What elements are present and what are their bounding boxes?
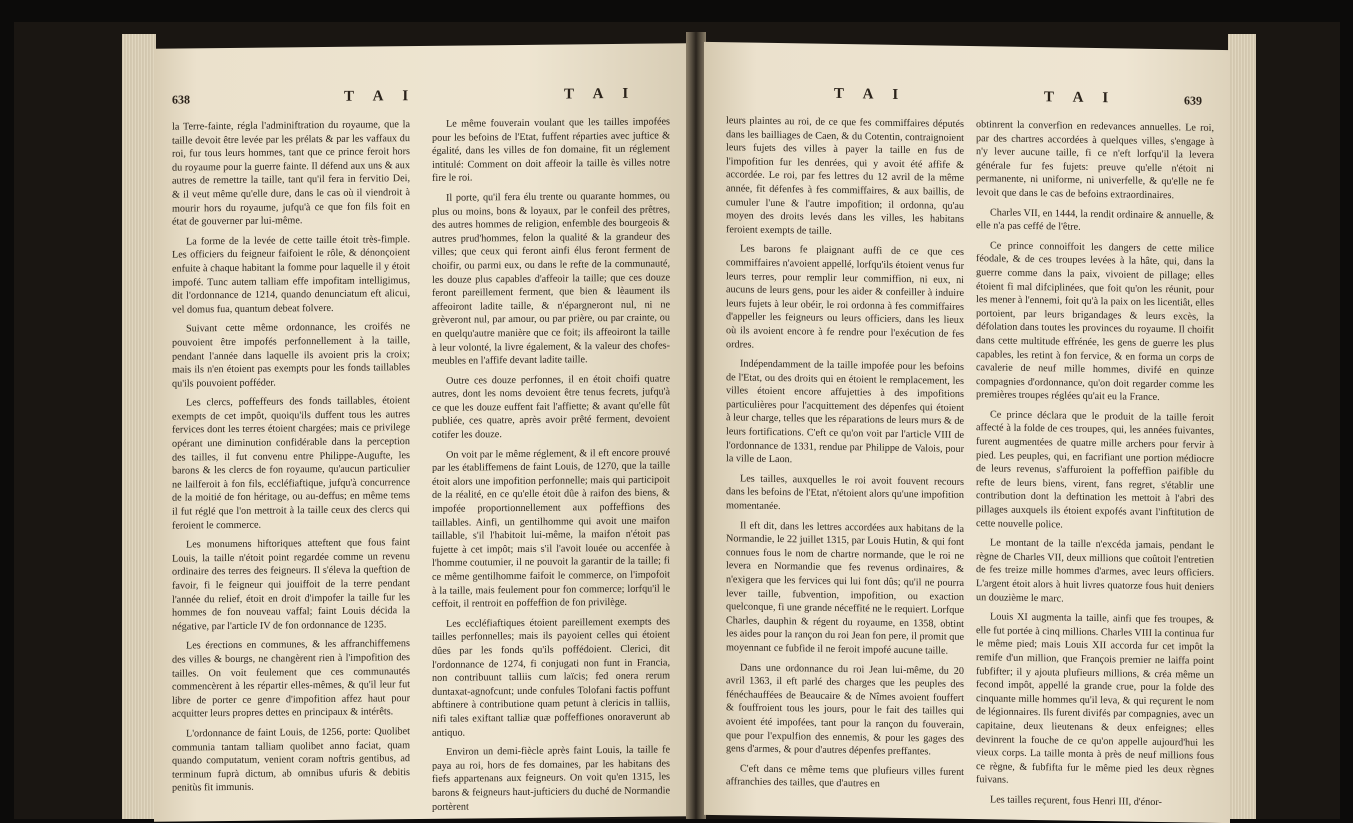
running-head: T A I [564, 85, 637, 103]
paragraph: Outre ces douze perfonnes, il en étoit choifi quatre autres, dont les noms devoient être tenus fecrets, jufqu'à ce que les douze euffent fait l'affiette; & avant qu'elle fût publiée, ces quatre, après avoir prêté ferment, devoient cotifer les douze. [432, 373, 670, 441]
paragraph: Ce prince déclara que le produit de la taille feroit affecté à la folde de ces troupes, qui, les années fuivantes, furent augmentées de quatre mille archers pour fervir à pied. Les peuples, qui, en facrifiant une portion médiocre de leurs revenus, s'affuroient la poffeffion paifible du refte de leurs biens, virent, fans regret, s'établir une contribution dont la deftination les mettoit à l'abri des pillages auxquels ils étoient expofés avant l'inftitution de cette nouvelle police. [976, 409, 1214, 531]
paragraph: Indépendamment de la taille impofée pour les befoins de l'Etat, ou des droits qui en étoient le remplacement, les villes étoient encore affujetties à des impofitions particulières pour l'acquittement des dépenfes qui étoient à leur charge, telles que les réparations de leurs murs & de leurs fortifications. C'eft ce qu'on voit par l'article VIII de l'ordonnance de 1331, rendue par Philippe de Valois, pour la ville de Laon. [726, 358, 964, 466]
open-book [14, 22, 1340, 819]
paragraph: Les barons fe plaignant auffi de ce que ces commiffaires n'avoient appellé, lorfqu'ils étoient venus fur leurs terres, pour remplir leur commiffion, ni eux, ni aucuns de leurs gens, pour les aider & confeiller à induire leurs fujets à leur obéir, le roi ordonna à fes commiffaires d'appeller les feigneurs ou leurs officiers, dans les lieux où ils avoient encore à fe rendre pour l'exécution de fes ordres. [726, 243, 965, 351]
paragraph: L'ordonnance de faint Louis, de 1256, porte: Quolibet communia tantam talliam quolibet anno faciat, quam quando computatum, venient coram noftris gentibus, ad terminum fuprà dictum, ab omnibus ufuris & debitis penitùs fit immunis. [172, 726, 410, 794]
paragraph: Les clercs, poffeffeurs des fonds taillables, étoient exempts de cet impôt, quoiqu'ils duffent tous les autres fervices dont les terres étoient chargées; mais ce privilege opérant une diminution confidérable dans la perception des tailles, il fut convenu entre Philippe-Augufte, les barons & les clercs de fon royaume, qu'aucun particulier ne lailferoit à fon fils, eccléfiaftique, jufqu'à concurrence de la moitié de fon héritage, ou au-deffus; en même tems il fut réglé que l'on mettroit à la taille ceux des clercs qui feroient le commerce. [172, 395, 410, 532]
paragraph: Les tailles, auxquelles le roi avoit fouvent recours dans les befoins de l'Etat, n'étoient alors qu'une impofition momentanée. [726, 473, 964, 513]
paragraph: Dans une ordonnance du roi Jean lui-même, du 20 avril 1363, il eft parlé des charges que les peuples des fénéchauffées de Beaucaire & de Nîmes avoient fouffert & fouffroient tous les jours, pour le fait des tailles qui avoient été impofées, tant pour la rançon du fouverain, que pour l'expulfion des ennemis, & pour les gages des gens d'armes, & pour d'autres dépenfes preffantes. [726, 661, 964, 758]
paragraph: C'eft dans ce même tems que plufieurs villes furent affranchies des tailles, que d'autres en [726, 763, 964, 790]
paragraph: Ce prince connoiffoit les dangers de cette milice féodale, & de ces troupes levées à la hâte, qui, dans la guerre comme dans la paix, vivoient de pillage; elles étoient fi mal difciplinées, que foit qu'on les réunit, pour les mener à l'ennemi, foit qu'à la paix on les licentiât, elles portoient, par leurs brigandages & leurs excès, la défolation dans toutes les provinces du royaume. Il choifit dans cette multitude effrénée, les gens de guerre les plus capables, les retint à fon fervice, & en forma un corps de cavalerie de neuf mille hommes, divifé en quinze compagnies d'ordonnance, qu'on doit regarder comme les premières troupes réglées qu'ait eu la France. [976, 240, 1214, 404]
paragraph: Il eft dit, dans les lettres accordées aux habitans de la Normandie, le 22 juillet 1315, par Louis Hutin, & qui font connues fous le nom de chartre normande, que le roi ne levera en Normandie que fes revenus ordinaires, & n'exigera que les fervices qui lui font dûs; qu'il ne pourra lever taille, fubvention, impofition, ou exaction quelconque, fi une grande néceffité ne le requiert. Lorfque Charles, dauphin & régent du royaume, en 1358, obtint les aides pour la rançon du roi Jean fon pere, il promit que moyennant ce fubfide il ne feroit impofé aucune taille. [726, 520, 964, 657]
paragraph: Louis XI augmenta la taille, ainfi que fes troupes, & elle fut portée à cinq millions. Charles VIII la continua fur le même pied; mais Louis XII accorda fur cet impôt la remife d'un million, que François premier ne laiffa point fubfifter; il y ajouta plufieurs millions, & créa même un fecond impôt, appellé la grande crue, pour la folde des cinquante mille hommes qu'il leva, & qui reçurent le nom de légionnaires. Ils furent divifés par compagnies, avec un capitaine, deux lieutenans & deux enfeignes; elles devinrent la fouche de ce qu'on appelle aujourd'hui les vieux corps. La taille monta à près de neuf millions fous ce règne, & fubfifta fur le même pied les deux règnes fuivans. [976, 611, 1214, 786]
book-gutter [686, 32, 706, 819]
paragraph: Le même fouverain voulant que les tailles impofées pour les befoins de l'Etat, fuffent réparties avec juftice & égalité, dans les villes de fon domaine, fit un réglement intitulé: Comment on doit affeoir la taille ès villes notre fire le roi. [432, 116, 670, 185]
paragraph: obtinrent la converfion en redevances annuelles. Le roi, par des chartres accordées à quelques villes, s'engage à n'y lever aucune taille, fi ce n'eft lorfqu'il la levera générale fur fes fujets: preuve qu'elle n'étoit ni permanente, ni uniforme, ni univerfelle, & qu'elle ne fe levoit que dans le cas de befoins extraordinaires. [976, 119, 1214, 202]
text-column-left [726, 114, 964, 799]
text-column-left [172, 118, 410, 801]
paragraph: Les érections en communes, & les affranchiffemens des villes & bourgs, ne changèrent rien à l'impofition des tailles. On voit feulement que ces communautés commencèrent à les répartir elles-mêmes, & qu'il leur fut libre de porter ce genre d'impofition affez haut pour acquitter leurs propres dettes en principaux & intérêts. [172, 638, 410, 720]
running-head: T A I [834, 85, 907, 104]
paragraph: Charles VII, en 1444, la rendit ordinaire & annuelle, & elle n'a pas ceffé de l'être. [976, 206, 1214, 233]
paragraph: la Terre-fainte, régla l'adminiftration du royaume, que la taille devoit être levée par les prélats & par les vaffaux du roi, fur tous leurs hommes, tant que ce prince feroit hors du royaume pour la guerre fainte. Il défend aux uns & aux autres de remettre la taille, tant qu'il fera in fervitio Dei, & il veut même qu'elle dure, dans le cas où il viendroit à mourir hors du royaume, jufqu'à ce que fon fils foit en état de gouverner par lui-même. [172, 119, 410, 228]
paragraph: Le montant de la taille n'excéda jamais, pendant le règne de Charles VII, deux millions que coûtoit l'entretien de fes treize mille hommes d'armes, avec leurs officiers. L'argent étoit alors à huit livres quatorze fous huit deniers un douzième le marc. [976, 537, 1214, 605]
page-number: 639 [1184, 93, 1202, 108]
right-page [704, 42, 1230, 823]
running-head: T A I [1044, 89, 1117, 107]
running-head: T A I [344, 88, 417, 105]
paragraph: Les eccléfiaftiques étoient pareillement exempts des tailles perfonnelles; mais ils payoient celles qui étoient dûes par les fonds qu'ils poffédoient. Clerici, dit l'ordonnance de 1274, fi conjugati non funt in Francia, non contribuunt talliis cum laïcis; fed onera rerum duntaxat-agnofcunt; unde confules Tolofani factis poffunt abftinere à contributione quam petunt à clericis in talliis, nifi tales exiftant talliæ quæ poffeffiones onoraverunt ab antiquo. [432, 616, 670, 739]
paragraph: Les tailles reçurent, fous Henri III, d'énor- [990, 794, 1162, 808]
left-page [154, 43, 688, 822]
paragraph: Les monumens hiftoriques atteftent que fous faint Louis, la taille n'étoit point regardée comme un revenu ordinaire des terres des feigneurs. Il s'éleva la queftion de favoir, fi le feigneur qui jouiffoit de la terre pendant l'année du relief, étoit en droit d'impofer la taille fur les hommes de fon nouveau vaffal; faint Louis décida la négative, par l'article IV de fon ordonnance de 1235. [172, 537, 410, 633]
page-number: 638 [172, 92, 190, 107]
paragraph: On voit par le même réglement, & il eft encore prouvé par les établiffemens de faint Louis, de 1270, que la taille étoit alors une impofition perfonnelle; mais qui participoit de la réalité, en ce qu'elle étoit dûe à raifon des biens, & impofée proportionnellement aux poffeffions des taillables. Ainfi, un gentilhomme qui avoit une maifon taillable, s'il l'habitoit lui-même, la maifon n'étoit pas fujette à cet impôt; mais s'il l'avoit louée ou accenfée à l'homme coutumier, il ne pouvoit la garantir de la taille; fi ce même gentilhomme faifoit le commerce, on l'impofoit à la taille, mais feulement pour fon commerce; lorfqu'il le ceffoit, il rentroit en poffeffion de fon privilège. [432, 447, 670, 611]
paragraph: Il porte, qu'il fera élu trente ou quarante hommes, ou plus ou moins, bons & loyaux, par le confeil des prêtres, des autres hommes de religion, enfemble des bourgeois & autres prud'hommes, felon la qualité & la grandeur des villes; que ceux qui feront ainfi élus feront ferment de choifir, ou parmi eux, ou dans le refte de la communauté, les douze plus capables d'affeoir la taille; que ces douze feront pareillement ferment, que bien & lèaument ils affeoiront ladite taille, & n'épargneront nul, ni ne grèveront nul, par amour, ou par prière, ou par crainte, ou en quelqu'autre manière que ce foit; ils affeoiront la taille à leur volonté, la livre également, & la valeur des chofes-meubles en l'affife devant ladite taille. [432, 190, 670, 367]
paragraph: Suivant cette même ordonnance, les croifés ne pouvoient être impofés perfonnellement à la taille, pendant l'année dans laquelle ils avoient pris la croix; mais ils n'en étoient pas exempts pour les fonds taillables qu'ils pouvoient pofféder. [172, 321, 410, 390]
text-column-right [976, 118, 1214, 816]
text-column-right [432, 115, 670, 820]
paragraph: leurs plaintes au roi, de ce que fes commiffaires députés dans les bailliages de Caen, & du Cotentin, contraignoient leurs fujets des villes à payer la taille en fus de l'impofition fur les denrées, qui y avoit été affife & accordée. Le roi, par fes lettres du 12 avril de la même année, fit défenfes à fes commiffaires, & aux baillis, de cumuler l'une & l'autre impofition; il ordonna, qu'au moyen des droits levés dans les villes, les habitans feroient exempts de taille. [726, 115, 964, 237]
paragraph: Environ un demi-fiècle après faint Louis, la taille fe paya au roi, hors de fes domaines, par les habitans des fiefs appartenans aux feigneurs. On voit qu'en 1315, les barons & feigneurs haut-jufticiers du duché de Normandie portèrent [432, 744, 670, 813]
paragraph: La forme de la levée de cette taille étoit très-fimple. Les officiers du feigneur faifoient le rôle, & dénonçoient enfuite à chaque habitant la fomme pour laquelle il y étoit impofé. Tunc autem talliam effe impofitam intelligimus, dit l'ordonnance de 1214, quando denunciatum eft alicui, vel domus fua, quantum debeat folvere. [172, 233, 410, 316]
page-edges-left [122, 34, 156, 819]
page-edges-right [1228, 34, 1256, 819]
